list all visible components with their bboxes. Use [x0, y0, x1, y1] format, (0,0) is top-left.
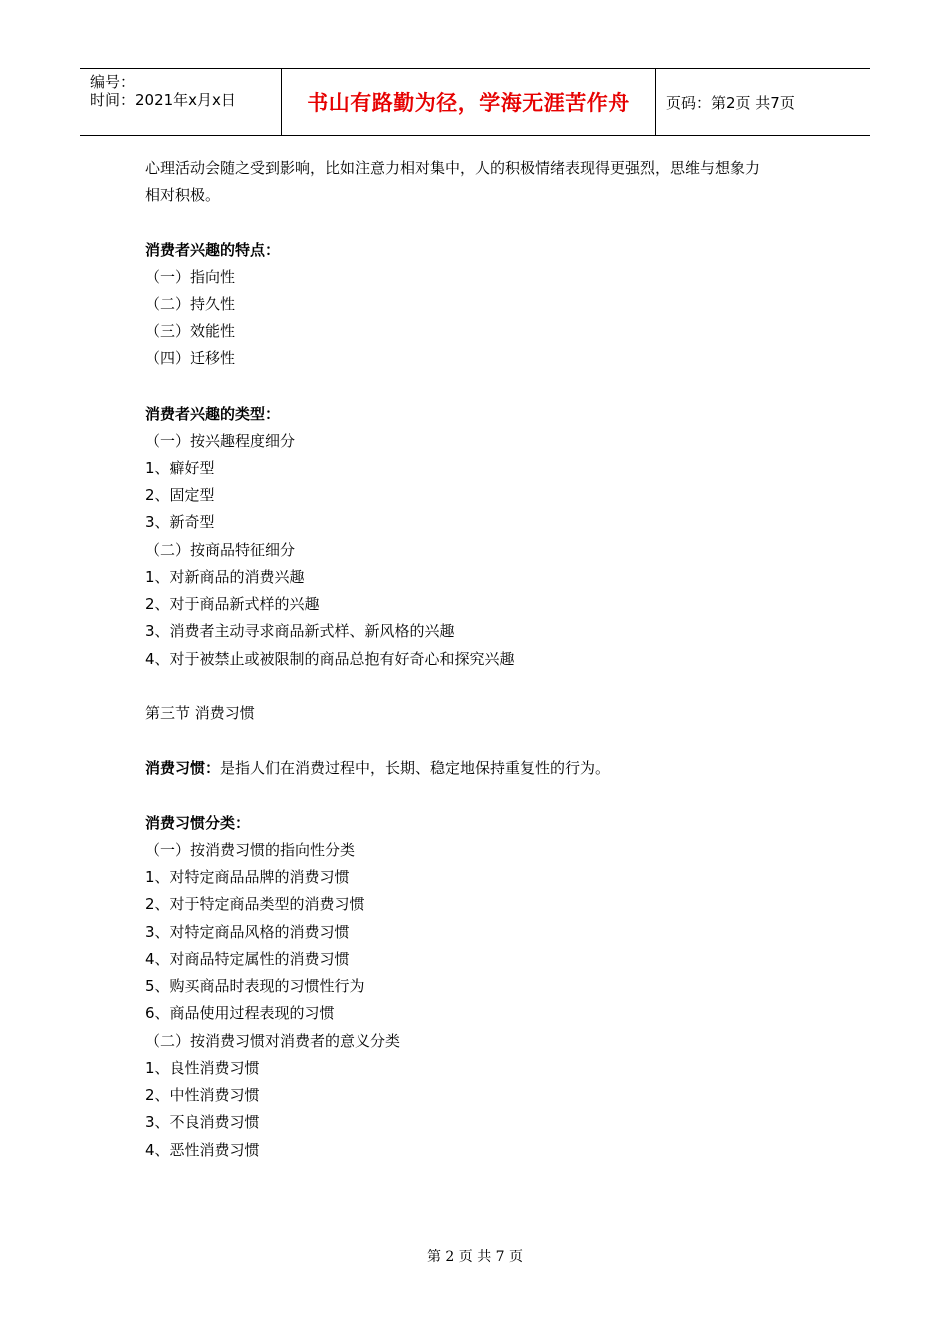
section-heading: 消费者兴趣的特点：	[145, 241, 281, 259]
list-item: （二）持久性	[145, 295, 236, 313]
paragraph-line: 心理活动会随之受到影响，比如注意力相对集中，人的积极情绪表现得更强烈，思维与想象力	[145, 159, 761, 177]
document-number-label: 编号：	[90, 73, 136, 91]
list-item: （一）按消费习惯的指向性分类	[145, 841, 356, 859]
list-item: 4、对商品特定属性的消费习惯	[145, 950, 350, 968]
section-heading: 消费者兴趣的类型：	[145, 405, 281, 423]
list-item: （一）指向性	[145, 268, 236, 286]
list-item: 2、中性消费习惯	[145, 1086, 260, 1104]
list-item: 2、对于商品新式样的兴趣	[145, 595, 320, 613]
list-item: 2、固定型	[145, 486, 215, 504]
list-item: 3、新奇型	[145, 513, 215, 531]
list-item: （二）按商品特征细分	[145, 541, 296, 559]
list-item: （二）按消费习惯对消费者的意义分类	[145, 1032, 401, 1050]
list-item: （四）迁移性	[145, 349, 236, 367]
list-item: 1、对特定商品品牌的消费习惯	[145, 868, 350, 886]
page-footer: 第 2 页 共 7 页	[426, 1249, 524, 1265]
list-item: 5、购买商品时表现的习惯性行为	[145, 977, 365, 995]
definition-term: 消费习惯：	[145, 759, 221, 777]
list-item: 4、恶性消费习惯	[145, 1141, 260, 1159]
document-header	[80, 68, 870, 136]
list-item: 1、癖好型	[145, 459, 215, 477]
definition-text: 是指人们在消费过程中，长期、稳定地保持重复性的行为。	[220, 759, 611, 777]
list-item: （一）按兴趣程度细分	[145, 432, 296, 450]
section-heading: 消费习惯分类：	[145, 814, 251, 832]
header-motto: 书山有路勤为径，学海无涯苦作舟	[307, 91, 630, 115]
header-meta-cell	[80, 69, 282, 135]
header-page-info: 页码：第2页 共7页	[666, 93, 795, 112]
list-item: 2、对于特定商品类型的消费习惯	[145, 895, 365, 913]
list-item: 3、对特定商品风格的消费习惯	[145, 923, 350, 941]
section-title: 第三节 消费习惯	[145, 704, 255, 722]
document-time-label: 时间：2021年x月x日	[90, 91, 236, 109]
list-item: 4、对于被禁止或被限制的商品总抱有好奇心和探究兴趣	[145, 650, 515, 668]
definition-paragraph	[145, 758, 610, 778]
paragraph-line: 相对积极。	[145, 186, 221, 204]
list-item: 1、良性消费习惯	[145, 1059, 260, 1077]
list-item: （三）效能性	[145, 322, 236, 340]
header-page-cell	[656, 69, 870, 135]
header-motto-cell	[282, 69, 656, 135]
list-item: 3、消费者主动寻求商品新式样、新风格的兴趣	[145, 622, 455, 640]
list-item: 1、对新商品的消费兴趣	[145, 568, 305, 586]
list-item: 3、不良消费习惯	[145, 1113, 260, 1131]
list-item: 6、商品使用过程表现的习惯	[145, 1004, 335, 1022]
